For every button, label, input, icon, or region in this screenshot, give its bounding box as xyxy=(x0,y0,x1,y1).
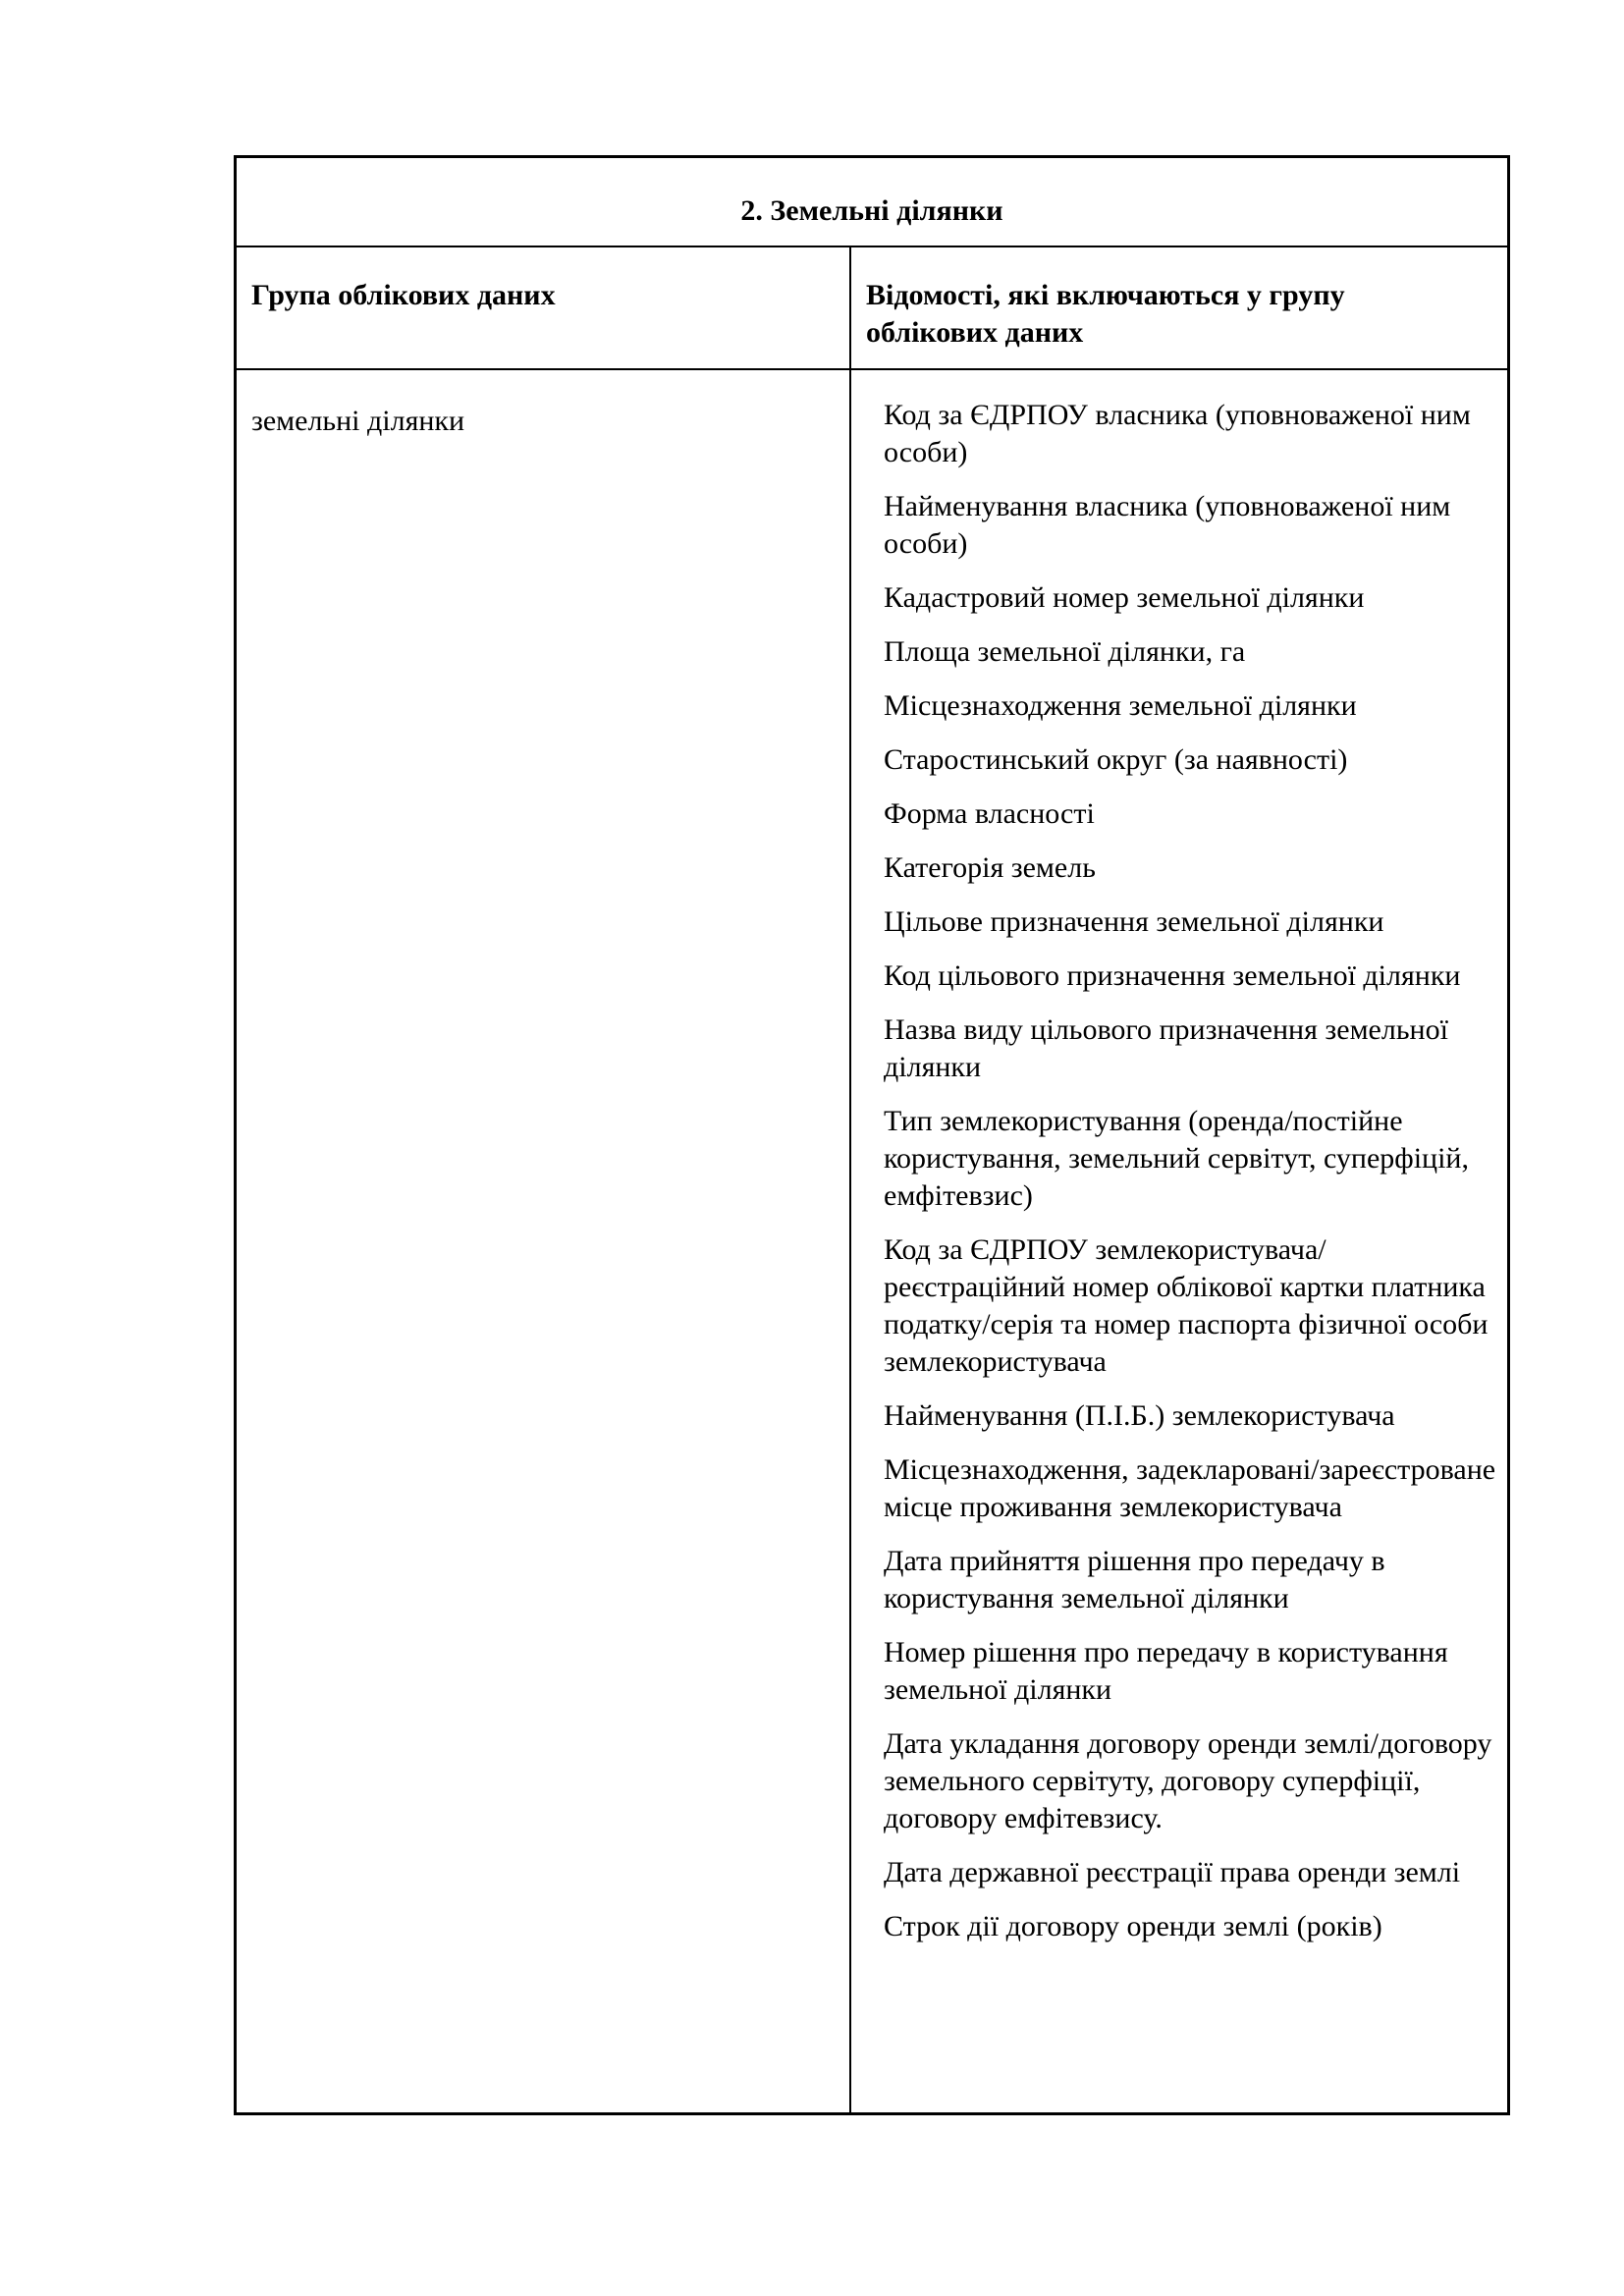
list-item: Найменування власника (уповноваженої ним особи) xyxy=(884,490,1451,560)
header-included-info: Відомості, які включаються у групу облікових даних xyxy=(866,279,1345,349)
list-item: Цільове призначення земельної ділянки xyxy=(884,905,1384,938)
list-item: Тип землекористування (оренда/постійне користування, земельний сервітут, суперфіцій, емфітевзис) xyxy=(884,1105,1469,1212)
list-item: Форма власності xyxy=(884,797,1095,830)
group-name-cell: земельні ділянки xyxy=(251,405,465,437)
list-item: Площа земельної ділянки, га xyxy=(884,635,1246,668)
list-item: Код цільового призначення земельної ділянки xyxy=(884,959,1461,992)
list-item: Номер рішення про передачу в користування земельної ділянки xyxy=(884,1636,1448,1706)
list-item: Старостинський округ (за наявності) xyxy=(884,743,1348,776)
list-item: Дата державної реєстрації права оренди землі xyxy=(884,1856,1461,1888)
list-item: Місцезнаходження, задекларовані/зареєстроване місце проживання землекористувача xyxy=(884,1453,1496,1523)
list-item: Код за ЄДРПОУ власника (уповноваженої ним особи) xyxy=(884,399,1471,468)
list-item: Код за ЄДРПОУ землекористувача/реєстраційний номер облікової картки платника податку/серія та номер паспорта фізичної особи землекористувача xyxy=(884,1233,1489,1378)
list-item: Строк дії договору оренди землі (років) xyxy=(884,1910,1382,1942)
list-item: Місцезнаходження земельної ділянки xyxy=(884,689,1357,722)
list-item: Назва виду цільового призначення земельної ділянки xyxy=(884,1013,1448,1083)
list-item: Дата прийняття рішення про передачу в користування земельної ділянки xyxy=(884,1545,1385,1614)
table-title-row xyxy=(237,158,1507,247)
column-divider xyxy=(849,247,851,2112)
land-plots-table xyxy=(234,155,1510,2115)
included-info-list xyxy=(884,397,1504,1962)
table-header-row xyxy=(237,247,1507,370)
table-title: 2. Земельні ділянки xyxy=(740,194,1003,227)
header-data-group: Група облікових даних xyxy=(251,279,556,311)
list-item: Кадастровий номер земельної ділянки xyxy=(884,581,1365,614)
list-item: Дата укладання договору оренди землі/договору земельного сервітуту, договору суперфіції, договору емфітевзису. xyxy=(884,1727,1492,1834)
list-item: Категорія земель xyxy=(884,851,1096,884)
list-item: Найменування (П.І.Б.) землекористувача xyxy=(884,1399,1395,1432)
